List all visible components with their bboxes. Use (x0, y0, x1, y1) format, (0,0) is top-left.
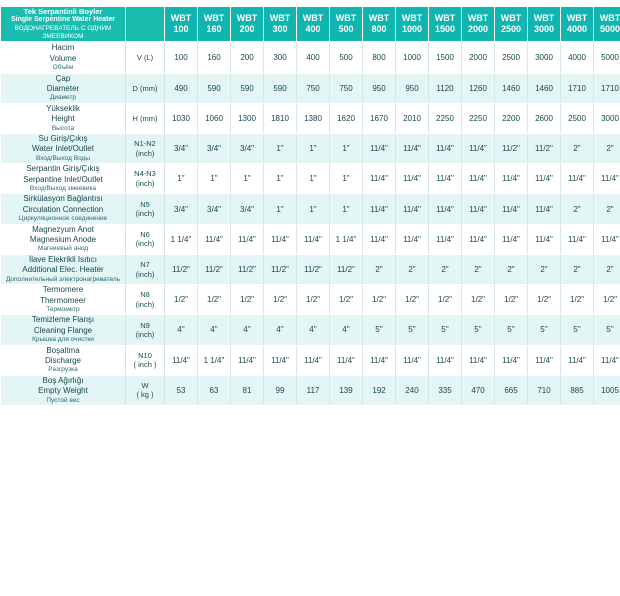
cell: 4'' (231, 315, 264, 345)
cell: 1060 (198, 103, 231, 133)
cell: 1/2" (363, 285, 396, 315)
cell: 2" (528, 254, 561, 284)
table-row (1, 42, 620, 73)
model-brand: WBT (599, 12, 620, 23)
row-label-diameter (1, 73, 126, 103)
row-label-tr: Magnezyum Anot (32, 224, 94, 234)
cell: 4'' (330, 315, 363, 345)
cell: 5'' (396, 315, 429, 345)
row-label-ru: Термометр (46, 305, 80, 313)
row-label-water-inlet-outlet (1, 134, 126, 164)
cell: 2500 (495, 42, 528, 73)
cell: 11/4" (528, 194, 561, 224)
cell: 4'' (297, 315, 330, 345)
cell: 2" (594, 194, 620, 224)
cell: 2000 (462, 42, 495, 73)
cell: 11/4" (264, 224, 297, 254)
cell: 1/2" (396, 285, 429, 315)
cell: 1" (165, 164, 198, 194)
cell: 1300 (231, 103, 264, 133)
row-label-ru: Пустой вес (46, 396, 80, 404)
row-label-tr: Temizleme Flanşı (31, 315, 95, 325)
row-unit-diameter: D (mm) (126, 73, 165, 103)
cell: 11/4" (297, 224, 330, 254)
cell: 11/4" (396, 164, 429, 194)
cell: 1710 (561, 73, 594, 103)
model-brand: WBT (269, 12, 291, 23)
row-unit-thermometer: N8 (inch) (126, 285, 165, 315)
model-number: 1500 (434, 24, 456, 35)
cell: 11/4" (594, 164, 620, 194)
cell: 11/4" (429, 164, 462, 194)
cell: 63 (198, 375, 231, 405)
cell: 3/4" (165, 134, 198, 164)
table-row (1, 164, 620, 194)
row-label-tr: Çap (55, 73, 71, 83)
cell: 11/4" (462, 194, 495, 224)
cell: 3/4" (231, 194, 264, 224)
cell: 4000 (561, 42, 594, 73)
cell: 2200 (495, 103, 528, 133)
model-header-wbt-500 (330, 7, 363, 43)
cell: 590 (231, 73, 264, 103)
model-number: 400 (305, 24, 321, 35)
cell: 5'' (363, 315, 396, 345)
cell: 1500 (429, 42, 462, 73)
cell: 1/2" (264, 285, 297, 315)
cell: 11/4" (495, 194, 528, 224)
row-unit-magnesium-anode: N6 (inch) (126, 224, 165, 254)
row-label-volume (1, 42, 126, 73)
cell: 200 (231, 42, 264, 73)
row-label-ru: Крышка для очистки (32, 336, 94, 344)
cell: 11/4" (396, 134, 429, 164)
cell: 3000 (594, 103, 620, 133)
cell: 11/4" (462, 224, 495, 254)
cell: 1005 (594, 375, 620, 405)
row-label-ru: Вход/Выход змеевика (29, 185, 97, 193)
cell: 1/2" (330, 285, 363, 315)
model-brand: WBT (335, 12, 357, 23)
row-label-en: Serpantine Inlet/Outlet (23, 174, 103, 184)
cell: 1" (264, 134, 297, 164)
cell: 1260 (462, 73, 495, 103)
row-label-tr: Yükseklik (46, 103, 80, 113)
row-label-cleaning-flange (1, 315, 126, 345)
cell: 11/4" (495, 224, 528, 254)
model-header-wbt-3000 (528, 7, 561, 43)
cell: 1" (330, 164, 363, 194)
row-label-en: Additional Elec. Heater (22, 265, 104, 275)
cell: 11/4" (561, 224, 594, 254)
model-header-wbt-800 (363, 7, 396, 43)
model-number: 2000 (467, 24, 489, 35)
header-unit-cell (126, 7, 165, 43)
cell: 1670 (363, 103, 396, 133)
cell: 117 (297, 375, 330, 405)
cell: 11/4" (363, 134, 396, 164)
cell: 2" (462, 254, 495, 284)
row-label-en: Diameter (46, 83, 80, 93)
row-label-en: Cleaning Flange (33, 325, 93, 335)
row-label-discharge (1, 345, 126, 375)
table-row (1, 103, 620, 133)
cell: 11/4" (396, 345, 429, 375)
row-unit-volume: V (L) (126, 42, 165, 73)
cell: 665 (495, 375, 528, 405)
cell: 1620 (330, 103, 363, 133)
row-unit-additional-electric-heater: N7 (inch) (126, 254, 165, 284)
title-line-ru: ВОДОНАГРЕВАТЕЛЬ С ОДНИМ ЗМЕЕВИКОМ (14, 25, 112, 41)
cell: 1030 (165, 103, 198, 133)
cell: 1 1/4" (198, 345, 231, 375)
model-brand: WBT (401, 12, 423, 23)
row-label-serpentine-inlet-outlet (1, 164, 126, 194)
cell: 1/2" (429, 285, 462, 315)
cell: 2250 (429, 103, 462, 133)
model-number: 1000 (401, 24, 423, 35)
cell: 81 (231, 375, 264, 405)
cell: 1" (198, 164, 231, 194)
cell: 160 (198, 42, 231, 73)
row-label-tr: Boş Ağırlığı (42, 375, 84, 385)
table-row (1, 73, 620, 103)
row-label-en: Volume (49, 53, 77, 63)
model-brand: WBT (170, 12, 192, 23)
row-unit-water-inlet-outlet: N1-N2 (inch) (126, 134, 165, 164)
model-header-wbt-5000 (594, 7, 620, 43)
row-label-ru: Разгрузка (48, 366, 78, 374)
row-label-en: Height (51, 114, 75, 124)
cell: 11/4" (264, 345, 297, 375)
cell: 1810 (264, 103, 297, 133)
model-header-wbt-2000 (462, 7, 495, 43)
cell: 1/2" (297, 285, 330, 315)
title-line-en: Single Serpentine Water Heater (11, 16, 115, 24)
cell: 2010 (396, 103, 429, 133)
model-header-wbt-2500 (495, 7, 528, 43)
row-label-ru: Высота (51, 124, 75, 132)
model-brand: WBT (467, 12, 489, 23)
table-header-row (1, 7, 620, 43)
cell: 11/4" (396, 194, 429, 224)
table-row (1, 315, 620, 345)
table-row (1, 375, 620, 405)
cell: 11/4" (429, 345, 462, 375)
cell: 1/2" (462, 285, 495, 315)
cell: 2" (561, 194, 594, 224)
cell: 11/2" (528, 134, 561, 164)
cell: 11/4" (198, 224, 231, 254)
model-number: 800 (371, 24, 387, 35)
row-label-ru: Магниевый анод (37, 245, 89, 253)
cell: 11/2" (495, 134, 528, 164)
cell: 4'' (198, 315, 231, 345)
cell: 1380 (297, 103, 330, 133)
row-label-tr: İlave Elekrikli Isıtıcı (28, 254, 97, 264)
cell: 1460 (528, 73, 561, 103)
cell: 1 1/4" (165, 224, 198, 254)
cell: 750 (330, 73, 363, 103)
table-row (1, 134, 620, 164)
row-unit-circulation-connection: N5 (inch) (126, 194, 165, 224)
row-unit-discharge: N10 ( inch ) (126, 345, 165, 375)
cell: 11/4" (561, 345, 594, 375)
cell: 1/2" (561, 285, 594, 315)
cell: 800 (363, 42, 396, 73)
row-label-en: Thermomeer (40, 295, 86, 305)
cell: 335 (429, 375, 462, 405)
cell: 11/4" (429, 224, 462, 254)
cell: 11/2" (297, 254, 330, 284)
cell: 1" (330, 194, 363, 224)
table-body (1, 42, 620, 405)
table-row (1, 345, 620, 375)
cell: 11/4" (495, 164, 528, 194)
cell: 5'' (429, 315, 462, 345)
cell: 11/4" (231, 345, 264, 375)
cell: 11/4" (462, 345, 495, 375)
row-label-en: Circulation Connection (22, 204, 104, 214)
cell: 2" (594, 254, 620, 284)
cell: 5'' (495, 315, 528, 345)
model-number: 160 (206, 24, 222, 35)
model-header-wbt-100 (165, 7, 198, 43)
cell: 1/2" (231, 285, 264, 315)
cell: 11/4" (528, 345, 561, 375)
cell: 950 (396, 73, 429, 103)
cell: 590 (198, 73, 231, 103)
cell: 5'' (462, 315, 495, 345)
cell: 885 (561, 375, 594, 405)
row-unit-serpentine-inlet-outlet: N4-N3 (inch) (126, 164, 165, 194)
cell: 2" (429, 254, 462, 284)
table-row (1, 254, 620, 284)
cell: 1" (297, 194, 330, 224)
model-number: 3000 (533, 24, 555, 35)
row-unit-height: H (mm) (126, 103, 165, 133)
cell: 240 (396, 375, 429, 405)
cell: 3/4" (198, 194, 231, 224)
row-label-ru: Объём (52, 64, 74, 72)
cell: 2500 (561, 103, 594, 133)
cell: 5'' (594, 315, 620, 345)
row-label-empty-weight (1, 375, 126, 405)
model-header-wbt-400 (297, 7, 330, 43)
cell: 11/2" (165, 254, 198, 284)
row-label-en: Water Inlet/Outlet (32, 144, 94, 154)
cell: 2" (495, 254, 528, 284)
cell: 4'' (264, 315, 297, 345)
model-number: 4000 (566, 24, 588, 35)
cell: 750 (297, 73, 330, 103)
cell: 2" (363, 254, 396, 284)
row-label-tr: Serpantin Giriş/Çıkış (26, 164, 100, 174)
cell: 11/2" (198, 254, 231, 284)
cell: 1" (297, 164, 330, 194)
row-label-thermometer (1, 285, 126, 315)
row-label-ru: Диаметр (49, 94, 77, 102)
cell: 3000 (528, 42, 561, 73)
row-label-circulation-connection (1, 194, 126, 224)
row-label-ru: Циркуляционное соединение (18, 215, 108, 223)
cell: 11/4" (429, 134, 462, 164)
cell: 11/4" (495, 345, 528, 375)
cell: 11/4" (363, 224, 396, 254)
cell: 1460 (495, 73, 528, 103)
row-label-tr: Termomere (42, 285, 84, 295)
cell: 5'' (528, 315, 561, 345)
row-label-en: Discharge (44, 355, 81, 365)
cell: 1/2" (198, 285, 231, 315)
row-label-en: Empty Weight (38, 386, 88, 396)
cell: 5000 (594, 42, 620, 73)
table-row (1, 224, 620, 254)
cell: 2" (561, 134, 594, 164)
cell: 192 (363, 375, 396, 405)
model-header-wbt-160 (198, 7, 231, 43)
cell: 1" (264, 164, 297, 194)
cell: 1 1/4" (330, 224, 363, 254)
model-brand: WBT (533, 12, 555, 23)
cell: 2" (396, 254, 429, 284)
cell: 11/4" (363, 194, 396, 224)
cell: 1" (264, 194, 297, 224)
cell: 300 (264, 42, 297, 73)
row-label-tr: Su Giriş/Çıkış (38, 134, 88, 144)
table-row (1, 194, 620, 224)
cell: 11/4" (594, 345, 620, 375)
cell: 3/4" (231, 134, 264, 164)
cell: 11/4" (297, 345, 330, 375)
title-line-tr: Tek Serpantinli Boyler (23, 7, 103, 16)
model-brand: WBT (566, 12, 588, 23)
specification-table (0, 6, 620, 406)
model-brand: WBT (203, 12, 225, 23)
model-brand: WBT (368, 12, 390, 23)
cell: 11/4" (330, 345, 363, 375)
model-brand: WBT (302, 12, 324, 23)
cell: 1" (231, 164, 264, 194)
cell: 2" (561, 254, 594, 284)
cell: 590 (264, 73, 297, 103)
cell: 53 (165, 375, 198, 405)
cell: 1" (330, 134, 363, 164)
cell: 11/4" (561, 164, 594, 194)
cell: 2" (594, 134, 620, 164)
table-row (1, 285, 620, 315)
cell: 4'' (165, 315, 198, 345)
cell: 139 (330, 375, 363, 405)
cell: 11/2" (264, 254, 297, 284)
cell: 11/4" (429, 194, 462, 224)
row-label-en: Magnesium Anode (29, 235, 97, 245)
cell: 1" (297, 134, 330, 164)
model-number: 5000 (599, 24, 620, 35)
cell: 3/4" (198, 134, 231, 164)
cell: 11/4" (363, 345, 396, 375)
cell: 710 (528, 375, 561, 405)
cell: 11/4" (231, 224, 264, 254)
row-unit-empty-weight: W ( kg ) (126, 375, 165, 405)
cell: 1/2" (495, 285, 528, 315)
cell: 11/4" (165, 345, 198, 375)
cell: 1/2" (594, 285, 620, 315)
cell: 1710 (594, 73, 620, 103)
cell: 2250 (462, 103, 495, 133)
cell: 11/4" (462, 134, 495, 164)
row-label-additional-electric-heater (1, 254, 126, 284)
model-header-wbt-1000 (396, 7, 429, 43)
cell: 1120 (429, 73, 462, 103)
cell: 470 (462, 375, 495, 405)
cell: 11/4" (396, 224, 429, 254)
model-header-wbt-200 (231, 7, 264, 43)
model-number: 100 (173, 24, 189, 35)
cell: 1/2" (528, 285, 561, 315)
row-label-ru: Дополнительный электронагреватель (5, 275, 121, 283)
row-label-tr: Hacim (51, 43, 75, 53)
cell: 11/4" (363, 164, 396, 194)
cell: 11/4" (594, 224, 620, 254)
cell: 11/2" (330, 254, 363, 284)
row-label-height (1, 103, 126, 133)
cell: 11/4" (528, 164, 561, 194)
cell: 490 (165, 73, 198, 103)
model-number: 200 (239, 24, 255, 35)
row-label-tr: Boşaltma (46, 345, 80, 355)
cell: 1/2" (165, 285, 198, 315)
model-number: 300 (272, 24, 288, 35)
cell: 1000 (396, 42, 429, 73)
cell: 2600 (528, 103, 561, 133)
cell: 11/2" (231, 254, 264, 284)
model-brand: WBT (236, 12, 258, 23)
cell: 400 (297, 42, 330, 73)
model-brand: WBT (500, 12, 522, 23)
cell: 11/4" (528, 224, 561, 254)
cell: 99 (264, 375, 297, 405)
cell: 500 (330, 42, 363, 73)
cell: 3/4" (165, 194, 198, 224)
row-label-ru: Вход/Выход Воды (35, 154, 91, 162)
model-brand: WBT (434, 12, 456, 23)
row-label-tr: Sirkülasyon Bağlantısı (23, 194, 103, 204)
cell: 5'' (561, 315, 594, 345)
model-number: 2500 (500, 24, 522, 35)
row-unit-cleaning-flange: N9 (inch) (126, 315, 165, 345)
cell: 950 (363, 73, 396, 103)
model-header-wbt-300 (264, 7, 297, 43)
row-label-magnesium-anode (1, 224, 126, 254)
cell: 11/4" (462, 164, 495, 194)
table-title-cell (1, 7, 126, 43)
model-header-wbt-4000 (561, 7, 594, 43)
cell: 100 (165, 42, 198, 73)
model-header-wbt-1500 (429, 7, 462, 43)
model-number: 500 (338, 24, 354, 35)
